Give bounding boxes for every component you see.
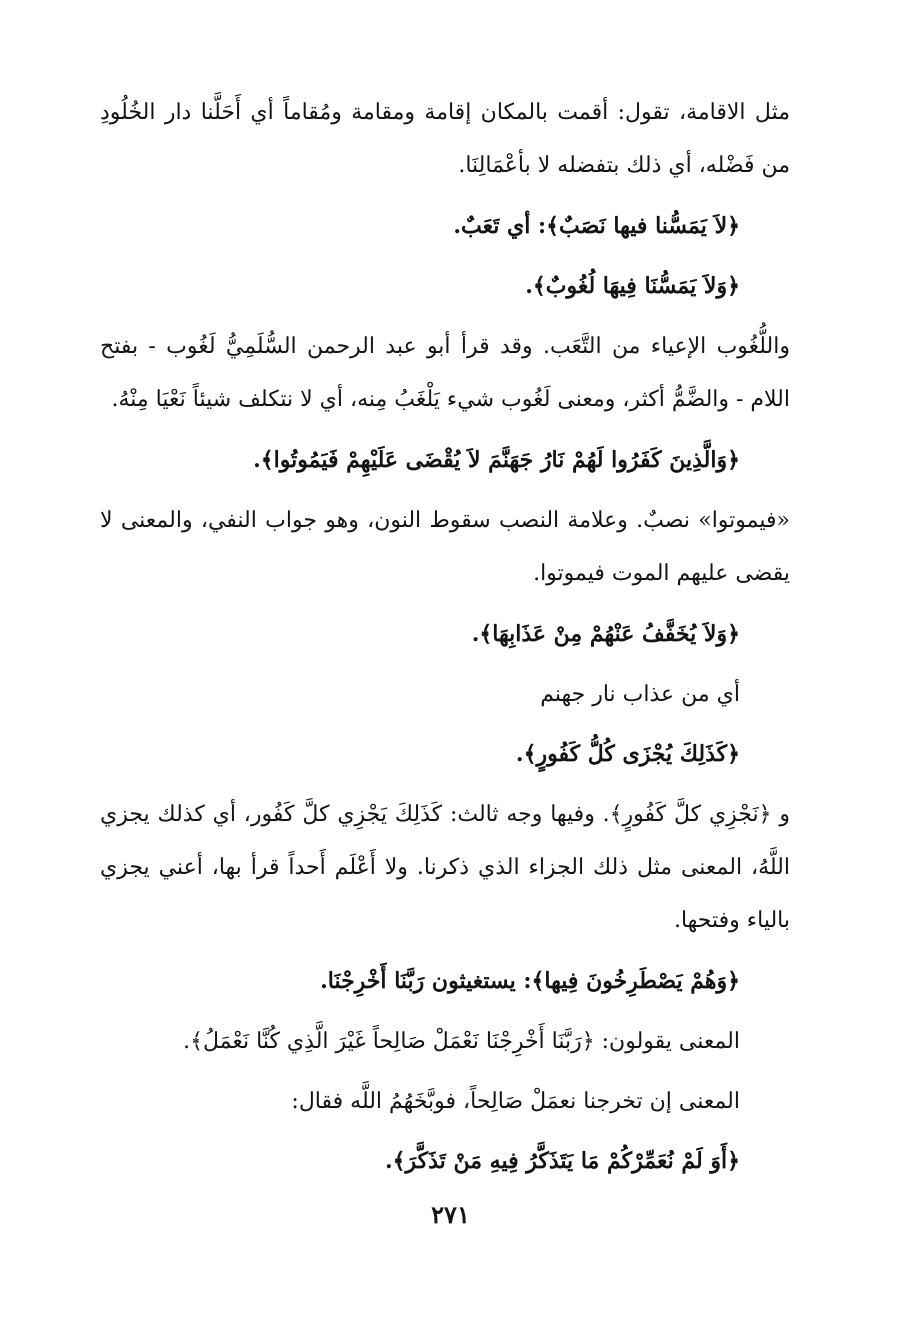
paragraph-iqama: مثل الاقامة، تقول: أقمت بالمكان إقامة ومقامة ومُقاماً أي أَحَلَّنا دار الخُلُودِ من فَضْله، أي ذلك بتفضله لا بأعْمَالِنَا. [100, 100, 790, 178]
verse-kadhalika-yujza: ﴿كَذَلِكَ يُجْزَى كُلُّ كَفُورٍ﴾. [515, 741, 740, 767]
paragraph-najzi: و ﴿نَجْزِي كلَّ كَفُورٍ﴾. وفيها وجه ثالث: كَذَلِكَ يَجْزِي كلَّ كَفُور، أي كذلك يجزي اللَّهُ، المعنى مثل ذلك الجزاء الذي ذكرنا. ولا أَعْلَم أَحداً قرأ بها، أعني يجزي بالياء وفتحها. [100, 802, 790, 933]
paragraph-tukhrijna: المعنى إن تخرجنا نعمَلْ صَالِحاً، فوبَّخَهُمُ اللَّه فقال: [291, 1089, 740, 1114]
book-page [100, 86, 790, 1195]
paragraph-lughub: واللُّغُوب الإعياء من التَّعَب. وقد قرأ أبو عبد الرحمن السُّلَمِيُّ لَغُوب - بفتح اللام - والضَّمُّ أكثر، ومعنى لَغُوب شيء يَلْغَبُ مِنه، أي لا نتكلف شيئاً نَعْيَا مِنْهُ. [100, 334, 790, 412]
verse-awalam-nuammirkum: ﴿أَوَ لَمْ نُعَمِّرْكُمْ مَا يَتَذَكَّرُ فِيهِ مَنْ تَذَكَّرَ﴾. [384, 1148, 740, 1174]
verse-la-yamassuna-lughub: ﴿وَلاَ يَمَسُّنَا فِيهَا لُغُوبٌ﴾. [525, 273, 740, 299]
paragraph-fayamutu: «فيموتوا» نصبٌ. وعلامة النصب سقوط النون، وهو جواب النفي، والمعنى لا يقضى عليهم الموت فيموتوا. [100, 508, 790, 586]
verse-la-yamassuna-nasab: ﴿لاَ يَمَسُّنا فيها نَصَبٌ﴾: أي تَعَبٌ. [453, 213, 740, 239]
page-number: ٢٧١ [431, 1200, 470, 1229]
verse-alladhina-kafaru: ﴿وَالَّذِينَ كَفَرُوا لَهُمْ نَارُ جَهَنَّمَ لاَ يُقْضَى عَلَيْهِمْ فَيَمُوتُوا﴾. [253, 447, 740, 473]
paragraph-adhab-jahannam: أي من عذاب نار جهنم [540, 682, 740, 707]
verse-la-yukhaffaf: ﴿وَلاَ يُخَفَّفُ عَنْهُمْ مِنْ عَذَابِهَا﴾. [471, 621, 740, 647]
paragraph-yaqulun: المعنى يقولون: ﴿رَبَّنَا أَخْرِجْنَا نَعْمَلْ صَالِحاً غَيْرَ الَّذِي كُنَّا نَعْمَلُ﴾. [183, 1029, 740, 1054]
verse-yastarikhun: ﴿وَهُمْ يَصْطَرِخُونَ فِيها﴾: يستغيثون رَبَّنَا أَخْرِجْنَا. [320, 968, 740, 994]
